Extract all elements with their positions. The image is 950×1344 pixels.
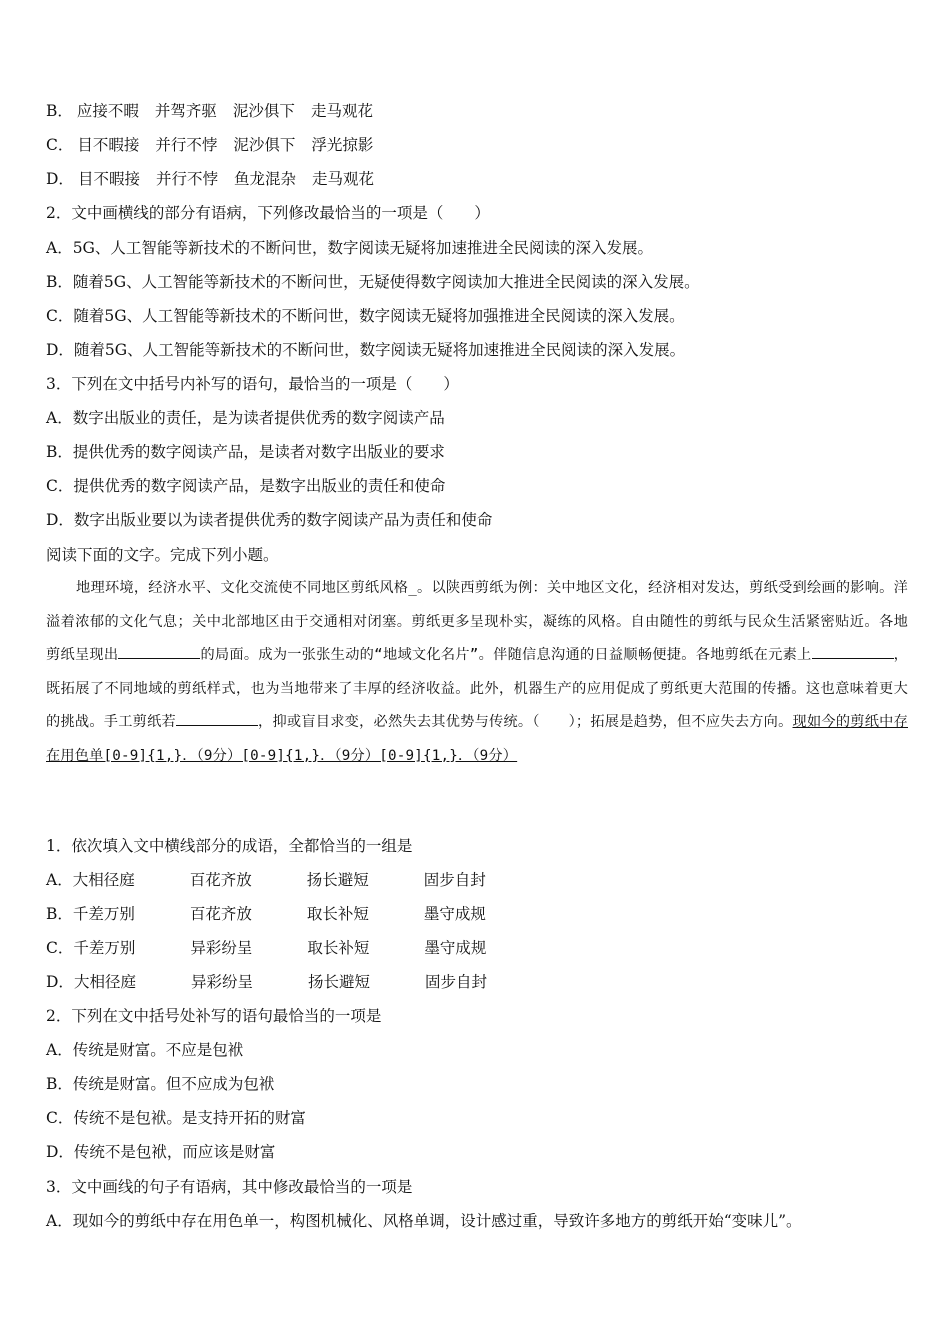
fill-blank-1 xyxy=(118,644,200,659)
sq2-option-c: C．传统不是包袱。是支持开拓的财富 xyxy=(46,1109,306,1127)
sq1-option-a: A．大相径庭 百花齐放 扬长避短 固步自封 xyxy=(46,871,486,889)
prev-option-c: C． 目不暇接 并行不悖 泥沙俱下 浮光掠影 xyxy=(46,136,374,154)
sq1-option-d: D．大相径庭 异彩纷呈 扬长避短 固步自封 xyxy=(46,973,487,991)
q3-option-d: D．数字出版业要以为读者提供优秀的数字阅读产品为责任和使命 xyxy=(46,511,493,529)
sq2-option-b: B．传统是财富。但不应成为包袱 xyxy=(46,1075,275,1093)
q3-option-b: B．提供优秀的数字阅读产品，是读者对数字出版业的要求 xyxy=(46,443,445,461)
sq1-option-b: B．千差万别 百花齐放 取长补短 墨守成规 xyxy=(46,905,486,923)
q2-option-a: A．5G、人工智能等新技术的不断问世，数字阅读无疑将加速推进全民阅读的深入发展。 xyxy=(46,239,653,257)
sq1-option-c: C．千差万别 异彩纷呈 取长补短 墨守成规 xyxy=(46,939,487,957)
q2-option-d: D．随着5G、人工智能等新技术的不断问世，数字阅读无疑将加速推进全民阅读的深入发展。 xyxy=(46,341,686,359)
q2-stem: 2．文中画横线的部分有语病，下列修改最恰当的一项是（ ） xyxy=(46,204,490,222)
sq2-option-a: A．传统是财富。不应是包袱 xyxy=(46,1041,244,1059)
sq2-stem: 2．下列在文中括号处补写的语句最恰当的一项是 xyxy=(46,1007,382,1025)
q3-option-c: C．提供优秀的数字阅读产品，是数字出版业的责任和使命 xyxy=(46,477,446,495)
sq3-stem: 3．文中画线的句子有语病，其中修改最恰当的一项是 xyxy=(46,1178,413,1196)
q3-option-a: A．数字出版业的责任，是为读者提供优秀的数字阅读产品 xyxy=(46,409,445,427)
fill-blank-2 xyxy=(812,644,894,659)
underlined-sentence: 现如今的剪纸中存在用色单[0-9]{1,}．（9分）[0-9]{1,}．（9分）[0-9]{1,}．（9分） xyxy=(46,714,908,764)
q3-stem: 3．下列在文中括号内补写的语句，最恰当的一项是（ ） xyxy=(46,375,459,393)
reading-intro: 阅读下面的文字。完成下列小题。 xyxy=(46,546,279,564)
prev-option-d: D． 目不暇接 并行不悖 鱼龙混杂 走马观花 xyxy=(46,170,374,188)
sq3-option-a: A．现如今的剪纸中存在用色单一，构图机械化、风格单调，设计感过重，导致许多地方的剪纸开始“变味儿”。 xyxy=(46,1212,802,1230)
prev-option-b: B． 应接不暇 并驾齐驱 泥沙俱下 走马观花 xyxy=(46,102,373,120)
fill-blank-3 xyxy=(176,711,258,726)
sq1-stem: 1．依次填入文中横线部分的成语，全都恰当的一组是 xyxy=(46,837,413,855)
reading-passage: 地理环境，经济水平、文化交流使不同地区剪纸风格_。以陕西剪纸为例：关中地区文化，经济相对发达，剪纸受到绘画的影响。洋溢着浓郁的文化气息；关中北部地区由于交通相对闭塞。剪纸更多呈现朴实，凝练的风格。自由随性的剪纸与民众生活紧密贴近。各地剪纸呈现出 的局面。成为一张张生动的“地域文化名片”。伴随信息沟通的日益顺畅便捷。各地剪纸在元素上 ，既拓展了不同地域的剪纸样式，也为当地带来了丰厚的经济收益。此外，机器生产的应用促成了剪纸更大范围的传播。这也意味着更大的挑战。手工剪纸若 ，抑或盲目求变，必然失去其优势与传统。（ ）；拓展是趋势，但不应失去方向。现如今的剪纸中存在用色单[0-9]{1,}．（9分）[0-9]{1,}．（9分）[0-9]{1,}．（9分） xyxy=(46,580,909,764)
q2-option-b: B．随着5G、人工智能等新技术的不断问世，无疑使得数字阅读加大推进全民阅读的深入发展。 xyxy=(46,273,700,291)
sq2-option-d: D．传统不是包袱，而应该是财富 xyxy=(46,1143,276,1161)
q2-option-c: C．随着5G、人工智能等新技术的不断问世，数字阅读无疑将加强推进全民阅读的深入发展。 xyxy=(46,307,685,325)
